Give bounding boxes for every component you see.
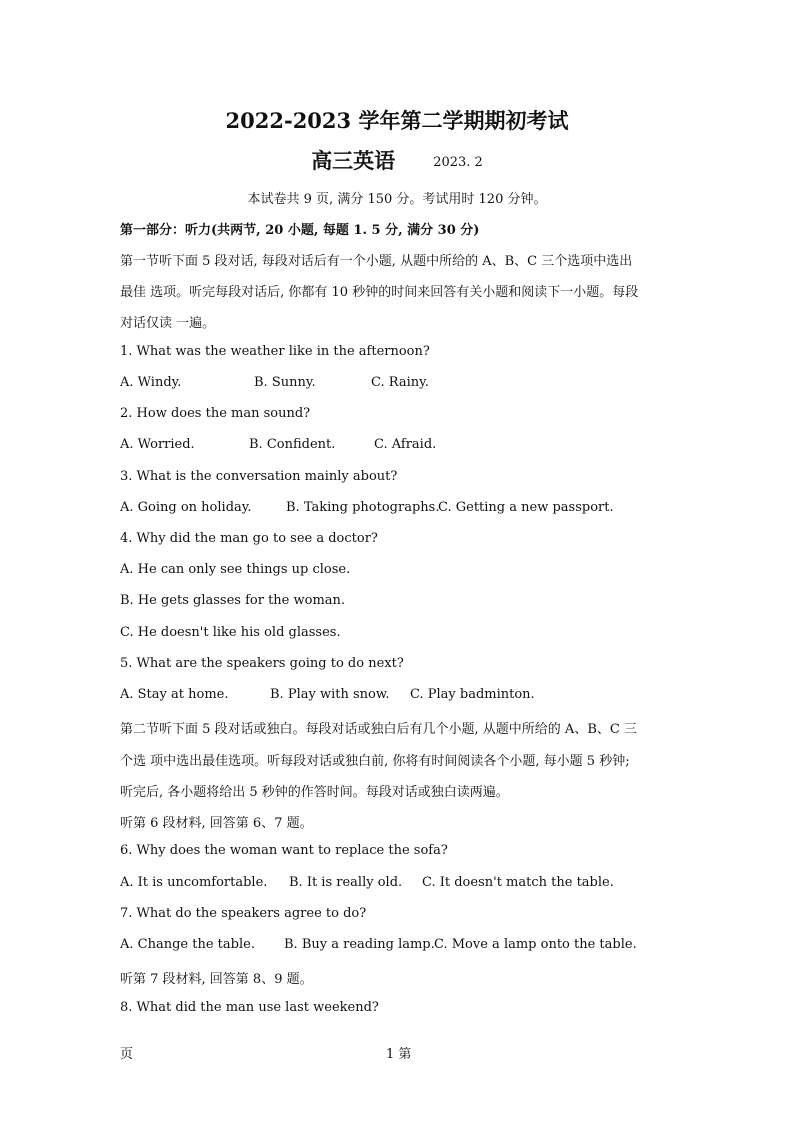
option-a: A. Stay at home. xyxy=(120,687,229,702)
part1-heading: 第一部分：听力(共两节, 20 小题, 每题 1. 5 分, 满分 30 分) xyxy=(120,223,480,238)
question-2: 2. How does the man sound? xyxy=(120,406,311,421)
section1-instruction-line: 最佳 选项。听完每段对话后, 你都有 10 秒钟的时间来回答有关小题和阅读下一小题。每段 xyxy=(120,285,639,300)
section1-instruction-line: 第一节听下面 5 段对话, 每段对话后有一个小题, 从题中所给的 A、B、C 三个选项中选出 xyxy=(120,254,633,269)
question-6-options xyxy=(120,875,680,893)
material-7-note: 听第 7 段材料, 回答第 8、9 题。 xyxy=(120,972,313,987)
section2-instruction-line: 听完后, 各小题将给出 5 秒钟的作答时间。每段对话或独白读两遍。 xyxy=(120,785,509,800)
subject-title: 高三英语 xyxy=(311,148,396,173)
question-7-options xyxy=(120,937,680,955)
question-7: 7. What do the speakers agree to do? xyxy=(120,906,367,921)
exam-title: 2022-2023 学年第二学期期初考试 xyxy=(225,108,569,133)
material-6-note: 听第 6 段材料, 回答第 6、7 题。 xyxy=(120,816,313,831)
option-b: B. Taking photographs. xyxy=(286,500,440,515)
option-c: C. Rainy. xyxy=(371,375,429,390)
question-5: 5. What are the speakers going to do next? xyxy=(120,656,404,671)
option-b: B. It is really old. xyxy=(289,875,403,890)
option-c: C. Getting a new passport. xyxy=(438,500,614,515)
option-b: B. Buy a reading lamp. xyxy=(284,937,435,952)
option-b: B. Confident. xyxy=(249,437,336,452)
question-2-options xyxy=(120,437,680,455)
option-c: C. He doesn't like his old glasses. xyxy=(120,625,341,640)
question-6: 6. Why does the woman want to replace the sofa? xyxy=(120,843,448,858)
question-8: 8. What did the man use last weekend? xyxy=(120,1000,379,1015)
section2-instruction-line: 个选 项中选出最佳选项。听每段对话或独白前, 你将有时间阅读各个小题, 每小题 5 秒钟; xyxy=(120,754,630,769)
question-1-options xyxy=(120,375,680,393)
question-3: 3. What is the conversation mainly about? xyxy=(120,469,398,484)
exam-subtitle xyxy=(0,145,794,175)
exam-info: 本试卷共 9 页, 满分 150 分。考试用时 120 分钟。 xyxy=(247,192,547,207)
option-b: B. Sunny. xyxy=(254,375,316,390)
option-a: A. It is uncomfortable. xyxy=(120,875,268,890)
question-3-options xyxy=(120,500,680,518)
option-a: A. He can only see things up close. xyxy=(120,562,351,577)
option-c: C. Play badminton. xyxy=(410,687,535,702)
option-b: B. He gets glasses for the woman. xyxy=(120,593,346,608)
option-a: A. Going on holiday. xyxy=(120,500,252,515)
option-c: C. Afraid. xyxy=(374,437,437,452)
section1-instruction-line: 对话仅读 一遍。 xyxy=(120,316,216,331)
option-a: A. Worried. xyxy=(120,437,195,452)
exam-date: 2023. 2 xyxy=(433,155,483,170)
option-b: B. Play with snow. xyxy=(270,687,390,702)
option-a: A. Windy. xyxy=(120,375,182,390)
question-4: 4. Why did the man go to see a doctor? xyxy=(120,531,378,546)
question-1: 1. What was the weather like in the afternoon? xyxy=(120,344,430,359)
option-c: C. Move a lamp onto the table. xyxy=(434,937,637,952)
section2-instruction-line: 第二节听下面 5 段对话或独白。每段对话或独白后有几个小题, 从题中所给的 A、B、C 三 xyxy=(120,722,637,737)
page-number: 1 第 xyxy=(386,1047,412,1062)
option-c: C. It doesn't match the table. xyxy=(422,875,614,890)
footer-left: 页 xyxy=(120,1047,134,1062)
option-a: A. Change the table. xyxy=(120,937,255,952)
question-5-options xyxy=(120,687,680,705)
